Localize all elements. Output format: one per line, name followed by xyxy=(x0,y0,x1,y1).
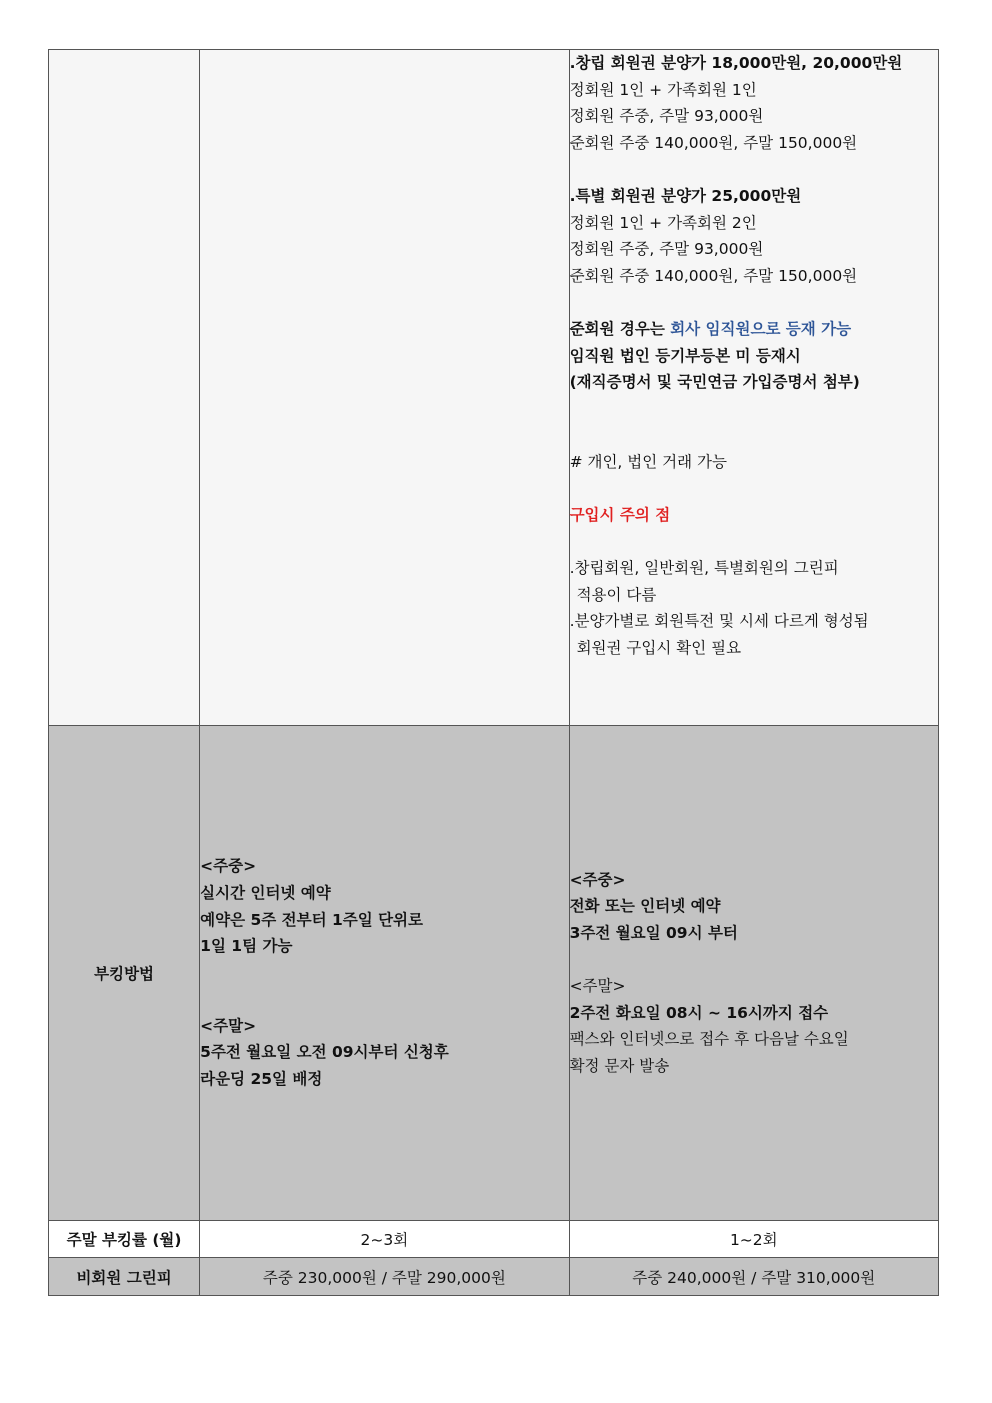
caution-line: 회원권 구입시 확인 필요 xyxy=(576,639,742,658)
weekday-line: 1일 1팀 가능 xyxy=(200,937,293,956)
founding-line: 준회원 주중 140,000원, 주말 150,000원 xyxy=(569,133,858,152)
nonmember-greenfee-label: 비회원 그린피 xyxy=(49,1258,200,1296)
weekend-line: 팩스와 인터넷으로 접수 후 다음날 수요일 xyxy=(569,1030,849,1049)
col2-empty-cell xyxy=(200,50,569,726)
booking-col2-cell xyxy=(200,726,569,1221)
weekend-booking-rate-label: 주말 부킹률 (월) xyxy=(49,1221,200,1258)
weekday-line: 3주전 월요일 09시 부터 xyxy=(569,923,738,942)
caution-line: .분양가별로 회원특전 및 시세 다르게 형성됨 xyxy=(569,612,869,631)
special-membership-title: .특별 회원권 분양가 25,000만원 xyxy=(569,186,802,205)
founding-line: 정회원 주중, 주말 93,000원 xyxy=(569,107,764,126)
associate-note xyxy=(570,316,938,343)
nonmember-greenfee-col2: 주중 230,000원 / 주말 290,000원 xyxy=(200,1258,569,1296)
booking-method-row xyxy=(49,726,939,1221)
weekend-bold-line: 2주전 화요일 08시 ~ 16시까지 접수 xyxy=(569,1003,829,1022)
associate-line: (재직증명서 및 국민연금 가입증명서 첨부) xyxy=(569,373,860,392)
weekend-line: 라운딩 25일 배정 xyxy=(200,1070,323,1089)
associate-prefix: 준회원 경우는 xyxy=(569,319,671,338)
special-line: 정회원 주중, 주말 93,000원 xyxy=(569,240,764,259)
special-line: 준회원 주중 140,000원, 주말 150,000원 xyxy=(569,266,858,285)
weekend-booking-rate-row xyxy=(49,1221,939,1258)
weekday-line: 예약은 5주 전부터 1주일 단위로 xyxy=(200,910,423,929)
membership-comparison-table xyxy=(48,49,939,1296)
associate-highlight: 회사 임직원으로 등재 가능 xyxy=(670,319,852,338)
weekend-line: 확정 문자 발송 xyxy=(569,1056,670,1075)
row-label-empty xyxy=(49,50,200,726)
nonmember-greenfee-row xyxy=(49,1258,939,1296)
membership-details-cell xyxy=(569,50,938,726)
caution-line: 적용이 다름 xyxy=(576,585,657,604)
weekday-title: <주중> xyxy=(569,870,626,889)
weekend-booking-rate-col2: 2~3회 xyxy=(200,1221,569,1258)
weekday-title: <주중> xyxy=(200,857,257,876)
weekend-title: <주말> xyxy=(569,977,626,995)
weekend-booking-rate-col3: 1~2회 xyxy=(569,1221,938,1258)
trade-note: # 개인, 법인 거래 가능 xyxy=(569,452,727,471)
caution-title: 구입시 주의 점 xyxy=(569,506,671,525)
associate-line: 임직원 법인 등기부등본 미 등재시 xyxy=(569,346,801,365)
founding-line: 정회원 1인 + 가족회원 1인 xyxy=(569,80,757,99)
weekend-line: 5주전 월요일 오전 09시부터 신청후 xyxy=(200,1043,449,1062)
membership-info-row xyxy=(49,50,939,726)
booking-col3-cell xyxy=(569,726,938,1221)
nonmember-greenfee-col3: 주중 240,000원 / 주말 310,000원 xyxy=(569,1258,938,1296)
booking-method-label: 부킹방법 xyxy=(49,726,200,1221)
special-line: 정회원 1인 + 가족회원 2인 xyxy=(569,213,757,232)
caution-line: .창립회원, 일반회원, 특별회원의 그린피 xyxy=(569,559,839,578)
founding-membership-title: .창립 회원권 분양가 18,000만원, 20,000만원 xyxy=(569,54,903,72)
weekday-line: 전화 또는 인터넷 예약 xyxy=(569,897,721,916)
weekend-title: <주말> xyxy=(200,1016,257,1035)
weekday-line: 실시간 인터넷 예약 xyxy=(200,883,331,902)
